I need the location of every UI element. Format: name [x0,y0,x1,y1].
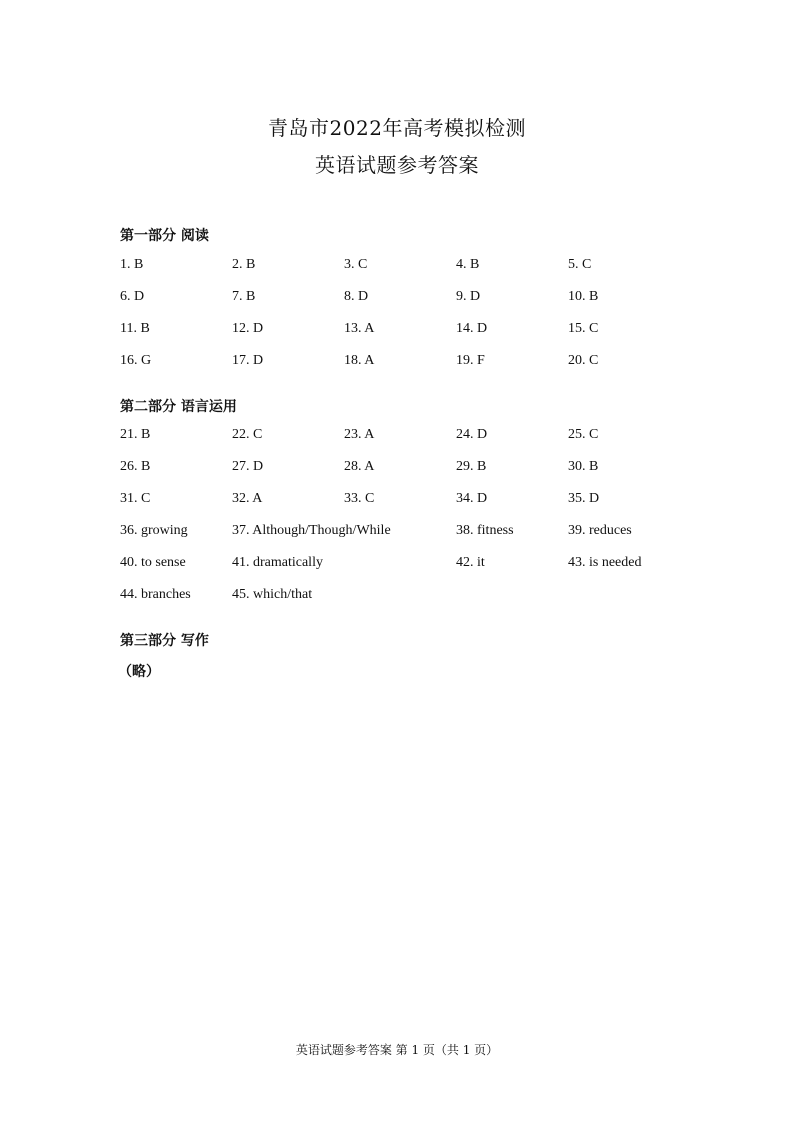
answer-8: 8. D [344,289,369,304]
answer-42: 42. it [456,555,485,570]
answer-19: 19. F [456,353,485,368]
answer-row [0,427,794,447]
answer-row [0,459,794,479]
answer-27: 27. D [232,459,264,474]
answer-25: 25. C [568,427,599,442]
answer-45: 45. which/that [232,587,313,602]
answer-43: 43. is needed [568,555,642,570]
answer-row [0,555,794,575]
answer-5: 5. C [568,257,592,272]
writing-omitted-note: （略） [118,664,160,680]
section-heading-reading: 第一部分 阅读 [120,228,209,244]
answer-17: 17. D [232,353,264,368]
answer-row [0,289,794,309]
answer-44: 44. branches [120,587,191,602]
answer-34: 34. D [456,491,488,506]
answer-11: 11. B [120,321,150,336]
answer-13: 13. A [344,321,375,336]
answer-1: 1. B [120,257,144,272]
document-title: 青岛市2022年高考模拟检测 [268,116,526,140]
answer-12: 12. D [232,321,264,336]
answer-33: 33. C [344,491,375,506]
answer-36: 36. growing [120,523,188,538]
answer-41: 41. dramatically [232,555,323,570]
answer-40: 40. to sense [120,555,186,570]
answer-35: 35. D [568,491,600,506]
answer-row [0,353,794,373]
answer-row [0,587,794,607]
document-subtitle: 英语试题参考答案 [315,153,479,177]
answer-15: 15. C [568,321,599,336]
answer-21: 21. B [120,427,151,442]
answer-31: 31. C [120,491,151,506]
answer-29: 29. B [456,459,487,474]
answer-22: 22. C [232,427,263,442]
answer-row [0,491,794,511]
answer-3: 3. C [344,257,368,272]
section-heading-writing: 第三部分 写作 [120,633,209,649]
answer-24: 24. D [456,427,488,442]
answer-9: 9. D [456,289,481,304]
answer-row [0,523,794,543]
answer-10: 10. B [568,289,599,304]
answer-18: 18. A [344,353,375,368]
answer-16: 16. G [120,353,152,368]
answer-39: 39. reduces [568,523,632,538]
answer-4: 4. B [456,257,480,272]
answer-23: 23. A [344,427,375,442]
answer-26: 26. B [120,459,151,474]
answer-32: 32. A [232,491,263,506]
answer-2: 2. B [232,257,256,272]
page-footer: 英语试题参考答案 第 1 页（共 1 页） [295,1043,499,1057]
answer-37: 37. Although/Though/While [232,523,391,538]
section-heading-language-use: 第二部分 语言运用 [120,399,237,415]
answer-6: 6. D [120,289,145,304]
answer-row [0,257,794,277]
answer-row [0,321,794,341]
answer-14: 14. D [456,321,488,336]
answer-38: 38. fitness [456,523,514,538]
answer-7: 7. B [232,289,256,304]
answer-20: 20. C [568,353,599,368]
answer-30: 30. B [568,459,599,474]
answer-28: 28. A [344,459,375,474]
